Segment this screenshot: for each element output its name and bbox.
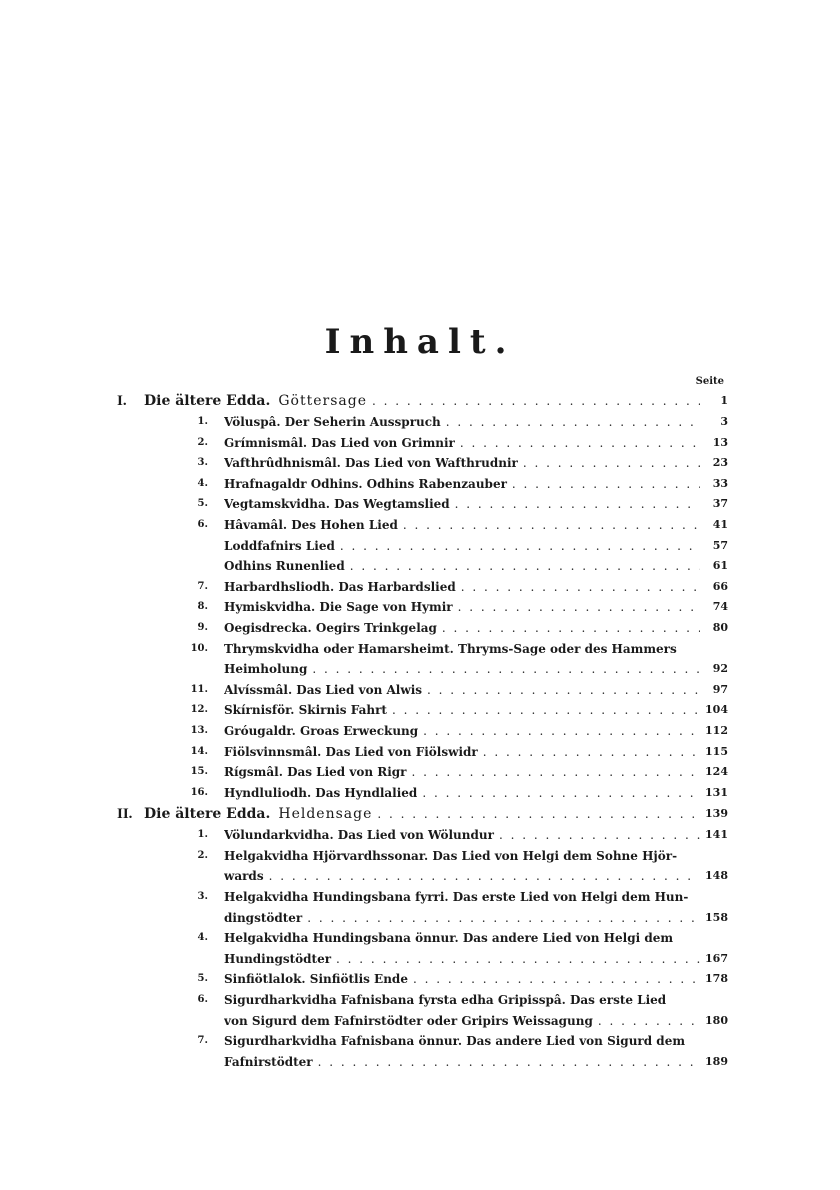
entry-number: 5. xyxy=(197,973,208,985)
page-number: 61 xyxy=(712,559,728,573)
entry-title: Fafnirstödter xyxy=(224,1054,313,1069)
page-number: 148 xyxy=(705,869,728,883)
toc-entry xyxy=(0,1052,840,1073)
toc-entry xyxy=(0,453,840,474)
leader-dots xyxy=(312,659,700,680)
page-number: 141 xyxy=(705,828,728,842)
entry-title: Sigurdharkvidha Fafnisbana önnur. Das andere Lied von Sigurd dem xyxy=(224,1034,686,1049)
leader-dots xyxy=(340,536,700,557)
entry-title: Alvíssmâl. Das Lied von Alwis xyxy=(224,682,423,697)
entry-text xyxy=(224,494,700,515)
leader-dots xyxy=(460,433,700,454)
toc-entry xyxy=(0,680,840,701)
toc-entry xyxy=(0,577,840,598)
entry-title: Sinfiötlalok. Sinfiötlis Ende xyxy=(224,972,408,987)
entry-text xyxy=(224,783,700,804)
entry-title: Thrymskvidha oder Hamarsheimt. Thryms-Sage oder des Hammers xyxy=(224,641,677,656)
page-number: 13 xyxy=(712,435,728,449)
leader-dots xyxy=(350,556,700,577)
leader-dots xyxy=(423,721,700,742)
entry-number: 4. xyxy=(197,932,208,944)
leader-dots xyxy=(392,700,700,721)
toc-entry xyxy=(0,762,840,783)
entry-title: Hrafnagaldr Odhins. Odhins Rabenzauber xyxy=(224,476,507,491)
part-suffix: Heldensage xyxy=(278,806,373,823)
entry-number: 3. xyxy=(197,891,208,903)
entry-text xyxy=(224,453,700,474)
page-number: 178 xyxy=(705,972,728,986)
entry-text xyxy=(224,969,700,990)
toc-entry xyxy=(0,700,840,721)
entry-number: 7. xyxy=(197,580,208,592)
leader-dots xyxy=(483,742,700,763)
entry-text xyxy=(224,433,700,454)
leader-dots xyxy=(458,597,700,618)
entry-number: 6. xyxy=(197,518,208,530)
entry-title: Helgakvidha Hundingsbana fyrri. Das erste Lied von Helgi dem Hun- xyxy=(224,890,689,905)
page-number: 1 xyxy=(720,394,728,407)
entry-title: Gróugaldr. Groas Erweckung xyxy=(224,723,419,738)
entry-text xyxy=(224,618,700,639)
entry-title: wards xyxy=(224,869,264,884)
entry-title: Heimholung xyxy=(224,662,308,677)
page-number: 124 xyxy=(705,765,728,779)
entry-title: Odhins Runenlied xyxy=(224,559,345,574)
entry-title: Rígsmâl. Das Lied von Rigr xyxy=(224,765,407,780)
leader-dots xyxy=(523,453,700,474)
leader-dots xyxy=(412,762,700,783)
toc-entry xyxy=(0,556,840,577)
entry-number: 6. xyxy=(197,994,208,1006)
page-number: 189 xyxy=(705,1054,728,1068)
leader-dots xyxy=(499,825,700,846)
leader-dots xyxy=(336,949,700,970)
page-number: 3 xyxy=(720,415,728,428)
entry-text xyxy=(224,949,700,970)
entry-number: 10. xyxy=(190,642,208,654)
entry-title: Hâvamâl. Des Hohen Lied xyxy=(224,517,398,532)
toc-entry xyxy=(0,949,840,970)
toc-entry xyxy=(0,721,840,742)
leader-dots xyxy=(403,515,700,536)
page-number: 97 xyxy=(712,682,728,696)
entry-title: dingstödter xyxy=(224,910,303,925)
entry-text xyxy=(224,762,700,783)
toc-entry xyxy=(0,990,840,1011)
entry-number: 3. xyxy=(197,457,208,469)
table-of-contents xyxy=(0,390,840,1072)
entry-title: Grímnismâl. Das Lied von Grimnir xyxy=(224,435,455,450)
page-number: 104 xyxy=(705,703,728,717)
toc-part-2 xyxy=(0,803,840,825)
entry-title: Helgakvidha Hundingsbana önnur. Das andere Lied von Helgi dem xyxy=(224,931,674,946)
entry-number: 15. xyxy=(190,766,208,778)
entry-number: 2. xyxy=(197,436,208,448)
leader-dots xyxy=(446,412,700,433)
entry-number: 9. xyxy=(197,621,208,633)
page-number: 66 xyxy=(712,579,728,593)
entry-title: Hyndluliodh. Das Hyndlalied xyxy=(224,785,418,800)
toc-entry xyxy=(0,618,840,639)
entry-title: Loddfafnirs Lied xyxy=(224,538,335,553)
entry-text xyxy=(224,474,700,495)
entry-text xyxy=(224,990,700,1011)
leader-dots xyxy=(598,1011,700,1032)
entry-text xyxy=(224,866,700,887)
leader-dots xyxy=(427,680,700,701)
toc-entry xyxy=(0,433,840,454)
entry-number: 1. xyxy=(197,829,208,841)
entry-number: 16. xyxy=(190,786,208,798)
entry-text xyxy=(224,908,700,929)
entry-title: Skírnisför. Skirnis Fahrt xyxy=(224,703,387,718)
page-number: 74 xyxy=(712,600,728,614)
toc-entry xyxy=(0,908,840,929)
leader-dots xyxy=(307,908,700,929)
page-number: 80 xyxy=(712,620,728,634)
leader-dots xyxy=(377,803,700,825)
toc-entry xyxy=(0,783,840,804)
part-label: Die ältere Edda. xyxy=(144,393,271,409)
page-column-label: Seite xyxy=(695,376,724,387)
toc-entry xyxy=(0,597,840,618)
toc-part-1 xyxy=(0,390,840,412)
entry-title: Vegtamskvidha. Das Wegtamslied xyxy=(224,497,450,512)
toc-entry xyxy=(0,474,840,495)
page-number: 23 xyxy=(712,456,728,470)
entry-title: Sigurdharkvidha Fafnisbana fyrsta edha Gripisspâ. Das erste Lied xyxy=(224,993,667,1008)
leader-dots xyxy=(512,474,700,495)
entry-text xyxy=(224,659,700,680)
entry-title: von Sigurd dem Fafnirstödter oder Gripirs Weissagung xyxy=(224,1013,593,1028)
entry-title: Völundarkvidha. Das Lied von Wölundur xyxy=(224,828,494,843)
toc-entry xyxy=(0,412,840,433)
entry-title: Harbardhsliodh. Das Harbardslied xyxy=(224,579,456,594)
entry-title: Hymiskvidha. Die Sage von Hymir xyxy=(224,600,453,615)
part-number: I. xyxy=(117,393,127,409)
part-title xyxy=(144,803,700,825)
entry-text xyxy=(224,887,700,908)
page-number: 131 xyxy=(705,785,728,799)
entry-text xyxy=(224,721,700,742)
part-label: Die ältere Edda. xyxy=(144,806,271,823)
toc-entry xyxy=(0,659,840,680)
toc-list-part-1 xyxy=(0,412,840,803)
leader-dots xyxy=(269,866,700,887)
entry-title: Helgakvidha Hjörvardhssonar. Das Lied von Helgi dem Sohne Hjör- xyxy=(224,848,678,863)
entry-number: 2. xyxy=(197,849,208,861)
entry-text xyxy=(224,536,700,557)
toc-entry xyxy=(0,1031,840,1052)
entry-title: Vafthrûdhnismâl. Das Lied von Wafthrudnir xyxy=(224,456,518,471)
toc-entry xyxy=(0,742,840,763)
toc-entry xyxy=(0,494,840,515)
entry-number: 13. xyxy=(190,724,208,736)
entry-number: 11. xyxy=(190,683,208,695)
toc-entry xyxy=(0,928,840,949)
entry-text xyxy=(224,680,700,701)
entry-text xyxy=(224,577,700,598)
toc-entry xyxy=(0,825,840,846)
page-number: 92 xyxy=(712,662,728,676)
page-number: 158 xyxy=(705,910,728,924)
toc-list-part-2 xyxy=(0,825,840,1072)
toc-entry xyxy=(0,846,840,867)
entry-text xyxy=(224,597,700,618)
entry-text xyxy=(224,846,700,867)
entry-text xyxy=(224,639,700,660)
entry-text xyxy=(224,700,700,721)
toc-entry xyxy=(0,969,840,990)
page-number: 139 xyxy=(705,807,728,821)
leader-dots xyxy=(461,577,700,598)
toc-entry xyxy=(0,1011,840,1032)
leader-dots xyxy=(455,494,700,515)
toc-entry xyxy=(0,887,840,908)
page-number: 33 xyxy=(712,476,728,490)
entry-number: 5. xyxy=(197,498,208,510)
leader-dots xyxy=(372,390,700,412)
toc-entry xyxy=(0,866,840,887)
entry-text xyxy=(224,412,700,433)
entry-number: 1. xyxy=(197,416,208,427)
entry-text xyxy=(224,1011,700,1032)
leader-dots xyxy=(318,1052,700,1073)
entry-number: 4. xyxy=(197,477,208,489)
entry-number: 8. xyxy=(197,601,208,613)
toc-entry xyxy=(0,536,840,557)
entry-number: 7. xyxy=(197,1035,208,1047)
part-number: II. xyxy=(117,806,133,823)
entry-title: Hundingstödter xyxy=(224,951,332,966)
entry-text xyxy=(224,1052,700,1073)
entry-number: 14. xyxy=(190,745,208,757)
leader-dots xyxy=(413,969,700,990)
entry-text xyxy=(224,556,700,577)
toc-entry xyxy=(0,639,840,660)
leader-dots xyxy=(442,618,700,639)
part-title xyxy=(144,390,700,412)
entry-text xyxy=(224,742,700,763)
entry-text xyxy=(224,928,700,949)
page-number: 41 xyxy=(712,517,728,531)
page-title: Inhalt. xyxy=(324,322,516,362)
entry-title: Völuspâ. Der Seherin Ausspruch xyxy=(224,415,441,429)
leader-dots xyxy=(422,783,700,804)
toc-entry xyxy=(0,515,840,536)
page-number: 180 xyxy=(705,1013,728,1027)
entry-text xyxy=(224,515,700,536)
entry-text xyxy=(224,825,700,846)
page-number: 57 xyxy=(712,538,728,552)
page-number: 167 xyxy=(705,951,728,965)
page-number: 115 xyxy=(705,744,728,758)
entry-number: 12. xyxy=(190,704,208,716)
page-number: 37 xyxy=(712,497,728,511)
entry-title: Fiölsvinnsmâl. Das Lied von Fiölswidr xyxy=(224,744,478,759)
page-number: 112 xyxy=(705,723,728,737)
part-suffix: Göttersage xyxy=(278,393,367,409)
entry-title: Oegisdrecka. Oegirs Trinkgelag xyxy=(224,620,437,635)
entry-text xyxy=(224,1031,700,1052)
